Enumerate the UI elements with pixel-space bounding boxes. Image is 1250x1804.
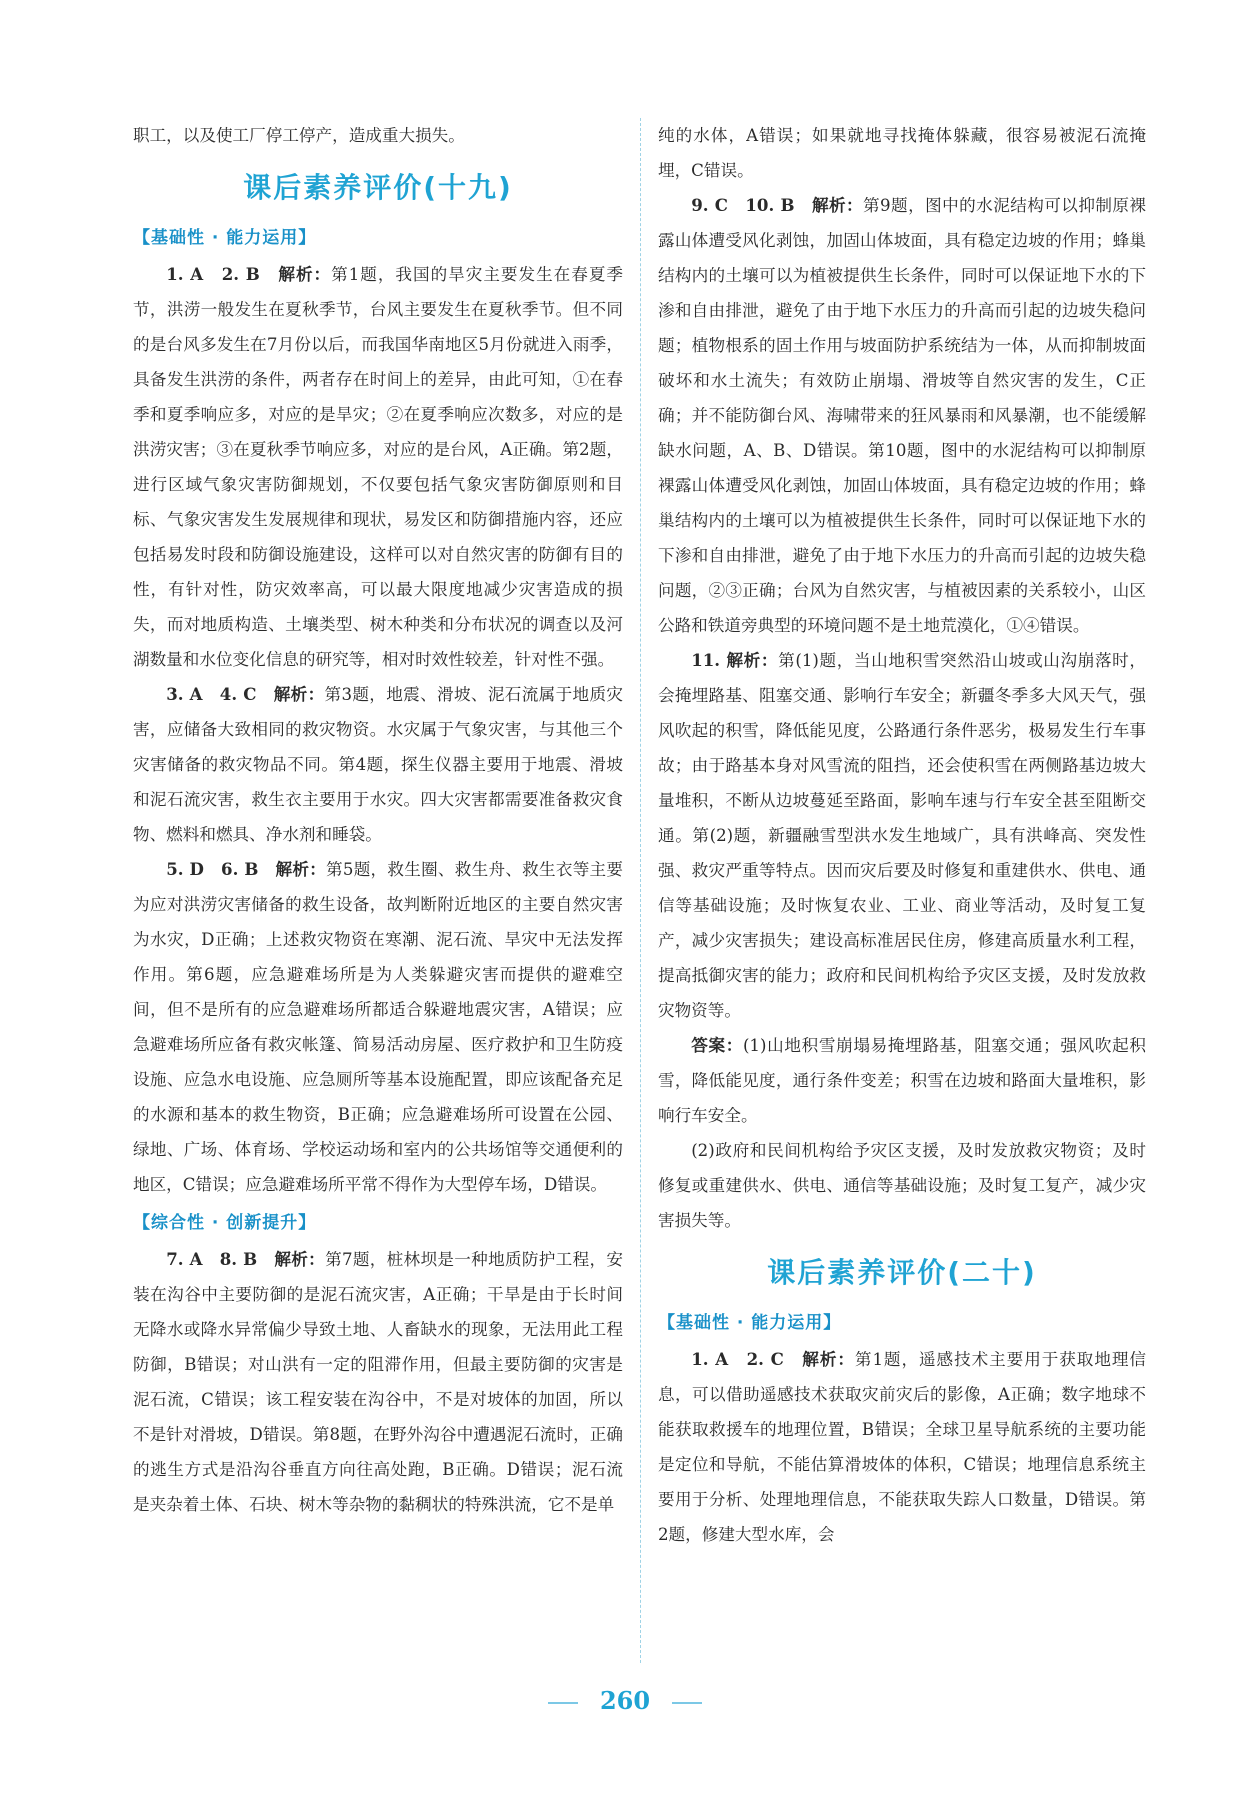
dash-right xyxy=(672,1702,702,1704)
section-tag-basic: 【基础性 · 能力运用】 xyxy=(133,228,317,248)
answer-body: 第3题，地震、滑坡、泥石流属于地质灾害，应储备大致相同的救灾物资。水灾属于气象灾害，与其他三个灾害储备的救灾物品不同。第4题，探生仪器主要用于地震、滑坡和泥石流灾害，救生衣主要用于水灾。四大灾害都需要准备救灾食物、燃料和燃具、净水剂和睡袋。 xyxy=(133,685,623,844)
dash-left xyxy=(548,1702,578,1704)
paragraph: 职工，以及使工厂停工停产，造成重大损失。 xyxy=(133,126,465,145)
left-column xyxy=(133,118,623,1522)
question-head: 5. D 6. B 解析： xyxy=(166,859,327,879)
answer-body: 第5题，救生圈、救生舟、救生衣等主要为应对洪涝灾害储备的救生设备，故判断附近地区的主要自然灾害为水灾，D正确；上述救灾物资在寒潮、泥石流、旱灾中无法发挥作用。第6题，应急避难场所是为人类躲避灾害而提供的避难空间，但不是所有的应急避难场所都适合躲避地震灾害，A错误；应急避难场所应备有救灾帐篷、简易活动房屋、医疗救护和卫生防疫设施、应急水电设施、应急厕所等基本设施配置，即应该配备充足的水源和基本的救生物资，B正确；应急避难场所可设置在公园、绿地、广场、体育场、学校运动场和室内的公共场馆等交通便利的地区，C错误；应急避难场所平常不得作为大型停车场，D错误。 xyxy=(133,860,623,1194)
answer-paragraph-7-8 xyxy=(133,1242,623,1522)
answer-paragraph-1-2b xyxy=(658,1342,1146,1552)
section-title-20: 课后素养评价(二十) xyxy=(767,1256,1037,1289)
answer-paragraph-1-2 xyxy=(133,257,623,677)
answer-paragraph-9-10 xyxy=(658,188,1146,643)
section-title-19: 课后素养评价(十九) xyxy=(243,171,513,204)
section-tag-comprehensive: 【综合性 · 创新提升】 xyxy=(133,1213,317,1233)
answer-paragraph-11 xyxy=(658,643,1146,1028)
answer-paragraph-3-4 xyxy=(133,677,623,852)
question-head: 3. A 4. C 解析： xyxy=(166,684,325,704)
answer-key-2: (2)政府和民间机构给予灾区支援，及时发放救灾物资；及时修复或重建供水、供电、通信等基础设施；及时复工复产，减少灾害损失等。 xyxy=(658,1141,1146,1230)
section-tag-basic: 【基础性 · 能力运用】 xyxy=(658,1313,842,1333)
paragraph: 纯的水体，A错误；如果就地寻找掩体躲藏，很容易被泥石流掩埋，C错误。 xyxy=(658,126,1146,180)
page-number xyxy=(0,1686,1250,1715)
answer-text: (1)山地积雪崩塌易掩埋路基，阻塞交通；强风吹起积雪，降低能见度，通行条件变差；积雪在边坡和路面大量堆积，影响行车安全。 xyxy=(658,1036,1146,1125)
right-column xyxy=(658,118,1146,1552)
answer-body: 第(1)题，当山地积雪突然沿山坡或山沟崩落时，会掩埋路基、阻塞交通、影响行车安全；新疆冬季多大风天气，强风吹起的积雪，降低能见度，公路通行条件恶劣，极易发生行车事故；由于路基本身对风雪流的阻挡，还会使积雪在两侧路基边坡大量堆积，不断从边坡蔓延至路面，影响车速与行车安全甚至阻断交通。第(2)题，新疆融雪型洪水发生地域广，具有洪峰高、突发性强、救灾严重等特点。因而灾后要及时修复和重建供水、供电、通信等基础设施；及时恢复农业、工业、商业等活动，及时复工复产，减少灾害损失；建设高标准居民住房，修建高质量水利工程，提高抵御灾害的能力；政府和民间机构给予灾区支援，及时发放救灾物资等。 xyxy=(658,651,1146,1020)
answer-body: 第9题，图中的水泥结构可以抑制原裸露山体遭受风化剥蚀，加固山体坡面，具有稳定边坡的作用；蜂巢结构内的土壤可以为植被提供生长条件，同时可以保证地下水的下渗和自由排泄，避免了由于地下水压力的升高而引起的边坡失稳问题；植物根系的固土作用与坡面防护系统结为一体，从而抑制坡面破坏和水土流失；有效防止崩塌、滑坡等自然灾害的发生，C正确；并不能防御台风、海啸带来的狂风暴雨和风暴潮，也不能缓解缺水问题，A、B、D错误。第10题，图中的水泥结构可以抑制原裸露山体遭受风化剥蚀，加固山体坡面，具有稳定边坡的作用；蜂巢结构内的土壤可以为植被提供生长条件，同时可以保证地下水的下渗和自由排泄，避免了由于地下水压力的升高而引起的边坡失稳问题，②③正确；台风为自然灾害，与植被因素的关系较小，山区公路和铁道旁典型的环境问题不是土地荒漠化，①④错误。 xyxy=(658,196,1146,635)
answer-body: 第7题，桩林坝是一种地质防护工程，安装在沟谷中主要防御的是泥石流灾害，A正确；干旱是由于长时间无降水或降水异常偏少导致土地、人畜缺水的现象，无法用此工程防御，B错误；对山洪有一定的阻滞作用，但最主要防御的灾害是泥石流，C错误；该工程安装在沟谷中，不是对坡体的加固，所以不是针对滑坡，D错误。第8题，在野外沟谷中遭遇泥石流时，正确的逃生方式是沿沟谷垂直方向往高处跑，B正确。D错误；泥石流是夹杂着土体、石块、树木等杂物的黏稠状的特殊洪流，它不是单 xyxy=(133,1250,623,1514)
answer-body: 第1题，我国的旱灾主要发生在春夏季节，洪涝一般发生在夏秋季节，台风主要发生在夏秋季节。但不同的是台风多发生在7月份以后，而我国华南地区5月份就进入雨季，具备发生洪涝的条件，两者存在时间上的差异，由此可知，①在春季和夏季响应多，对应的是旱灾；②在夏季响应次数多，对应的是洪涝灾害；③在夏秋季节响应多，对应的是台风，A正确。第2题，进行区域气象灾害防御规划，不仅要包括气象灾害防御原则和目标、气象灾害发生发展规律和现状，易发区和防御措施内容，还应包括易发时段和防御设施建设，这样可以对自然灾害的防御有目的性，有针对性，防灾效率高，可以最大限度地减少灾害造成的损失，而对地质构造、土壤类型、树木种类和分布状况的调查以及河湖数量和水位变化信息的研究等，相对时效性较差，针对性不强。 xyxy=(133,265,623,669)
page-number-text: 260 xyxy=(599,1686,651,1715)
question-head: 11. 解析： xyxy=(691,650,779,670)
question-head: 7. A 8. B 解析： xyxy=(166,1249,326,1269)
answer-label: 答案： xyxy=(691,1035,743,1055)
question-head: 1. A 2. B 解析： xyxy=(166,264,332,284)
answer-body: 第1题，遥感技术主要用于获取地理信息，可以借助遥感技术获取灾前灾后的影像，A正确；数字地球不能获取救援车的地理位置，B错误；全球卫星导航系统的主要功能是定位和导航，不能估算滑坡体的体积，C错误；地理信息系统主要用于分析、处理地理信息，不能获取失踪人口数量，D错误。第2题，修建大型水库，会 xyxy=(658,1350,1146,1544)
answer-key-1 xyxy=(658,1028,1146,1133)
question-head: 1. A 2. C 解析： xyxy=(691,1349,855,1369)
answer-paragraph-5-6 xyxy=(133,852,623,1202)
column-divider xyxy=(640,118,641,1663)
question-head: 9. C 10. B 解析： xyxy=(691,195,864,215)
